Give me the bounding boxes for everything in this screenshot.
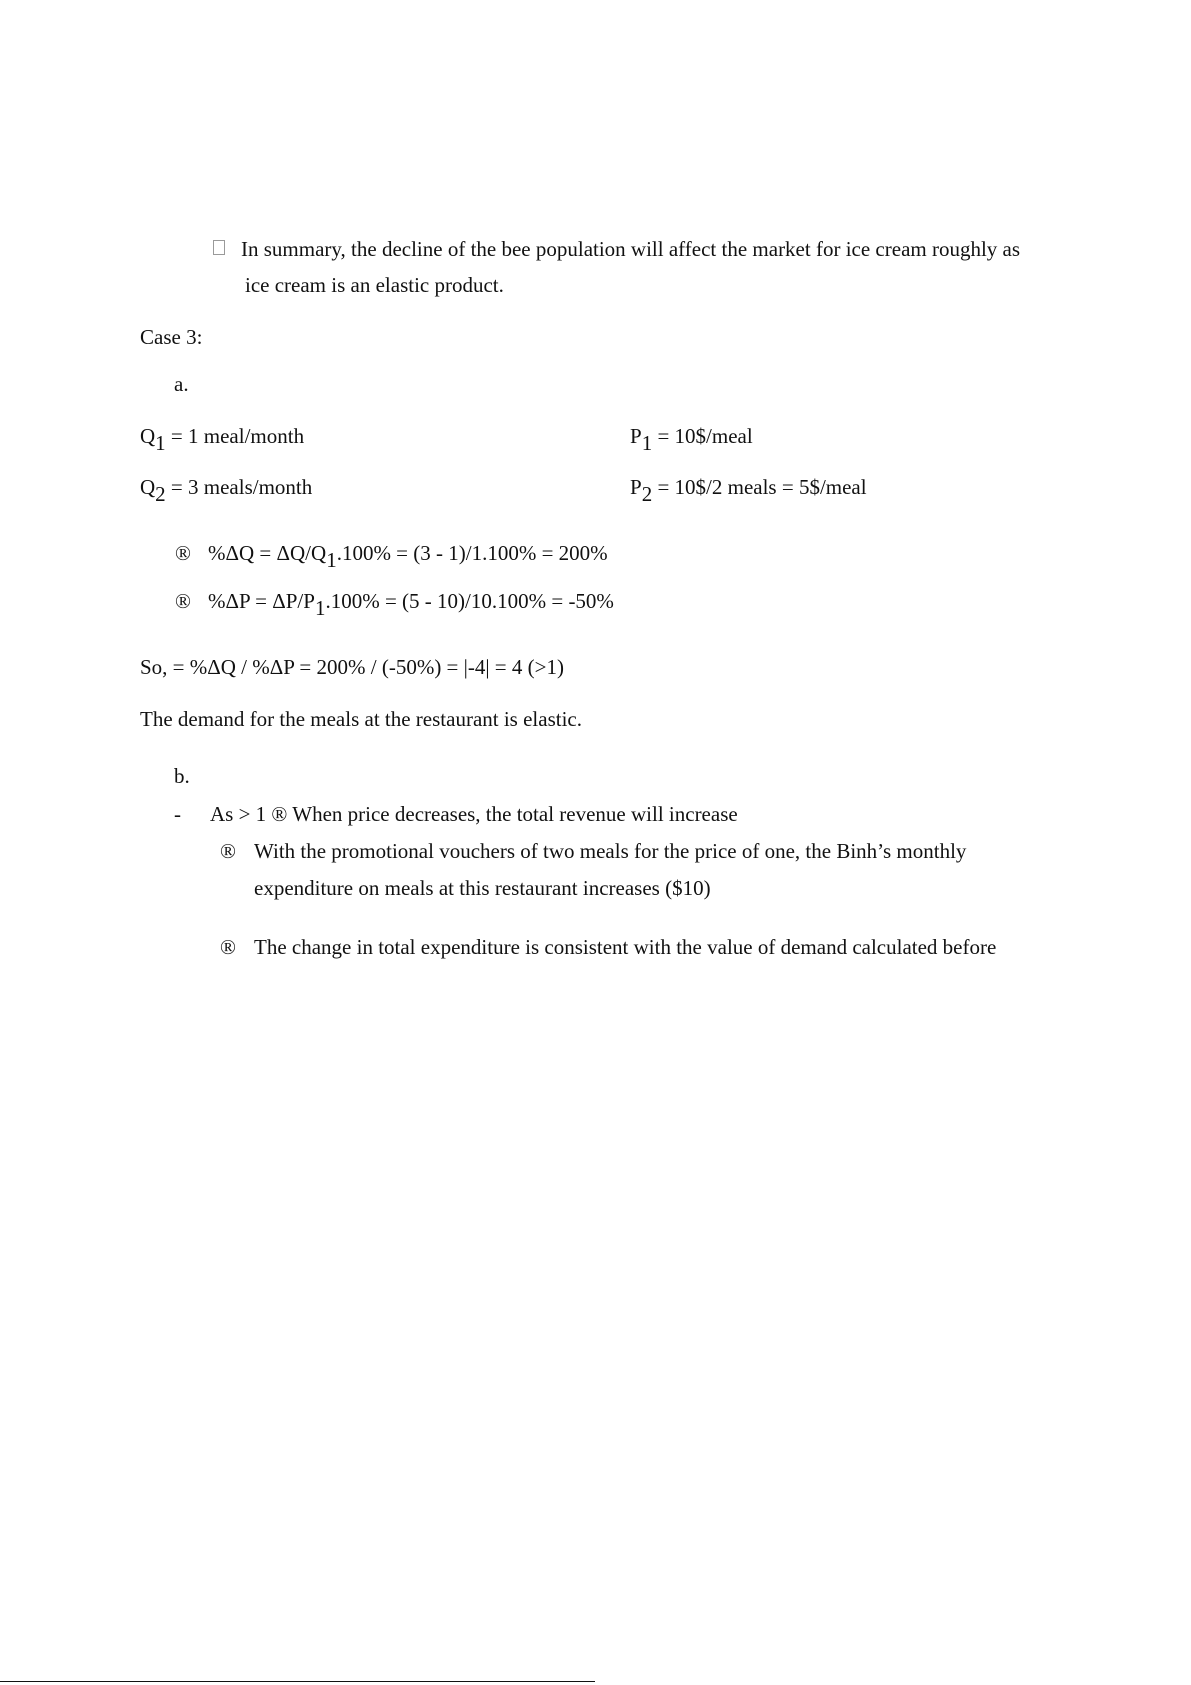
part-b-item-1-line-1: With the promotional vouchers of two meals for the price of one, the Binh’s monthly xyxy=(254,839,967,863)
p1-equation: $P_1$ = 10$/meal xyxy=(630,424,753,455)
part-b-item-1-line-2: expenditure on meals at this restaurant increases ($10) xyxy=(254,876,711,900)
arrow-bullet-icon: ® xyxy=(220,935,236,959)
arrow-bullet-icon: ® xyxy=(175,541,191,565)
dash-bullet: - xyxy=(174,802,181,826)
summary-line-2: ice cream is an elastic product. xyxy=(245,273,504,297)
elasticity-result: So, = %ΔQ / %ΔP = 200% / (-50%) = |-4| = 4 (>1) xyxy=(140,655,564,679)
footnote-separator xyxy=(0,1681,595,1682)
arrow-bullet-icon: ® xyxy=(220,839,236,863)
part-b-label: b. xyxy=(174,764,190,788)
part-a-label: a. xyxy=(174,372,189,396)
q2-equation: $Q_2 = 3$ meals/month xyxy=(140,475,313,506)
q1-equation: $Q_1 = 1$ meal/month xyxy=(140,424,305,455)
arrow-bullet-icon: ® xyxy=(175,589,191,613)
percent-change-quantity: $\%\Delta Q = \Delta Q/Q_1.100\% = (3 - 1)/1.100\% = 200\%$ xyxy=(208,541,608,572)
checkbox-bullet-icon xyxy=(213,240,225,255)
part-b-item-2: The change in total expenditure is consistent with the value of demand calculated before xyxy=(254,935,997,959)
part-b-line-1: As > 1 ® When price decreases, the total revenue will increase xyxy=(210,802,738,826)
case-heading: Case 3: xyxy=(140,325,203,349)
percent-change-price: $\%\Delta P = \Delta P/P_1.100\% = (5 - 10)/10.100\% = -50\%$ xyxy=(208,589,614,620)
elasticity-conclusion: The demand for the meals at the restaurant is elastic. xyxy=(140,707,582,731)
p2-equation: $P_2$ = 10$/2 meals = 5$/meal xyxy=(630,475,867,506)
summary-line-1: In summary, the decline of the bee population will affect the market for ice cream roughly as xyxy=(241,237,1021,261)
